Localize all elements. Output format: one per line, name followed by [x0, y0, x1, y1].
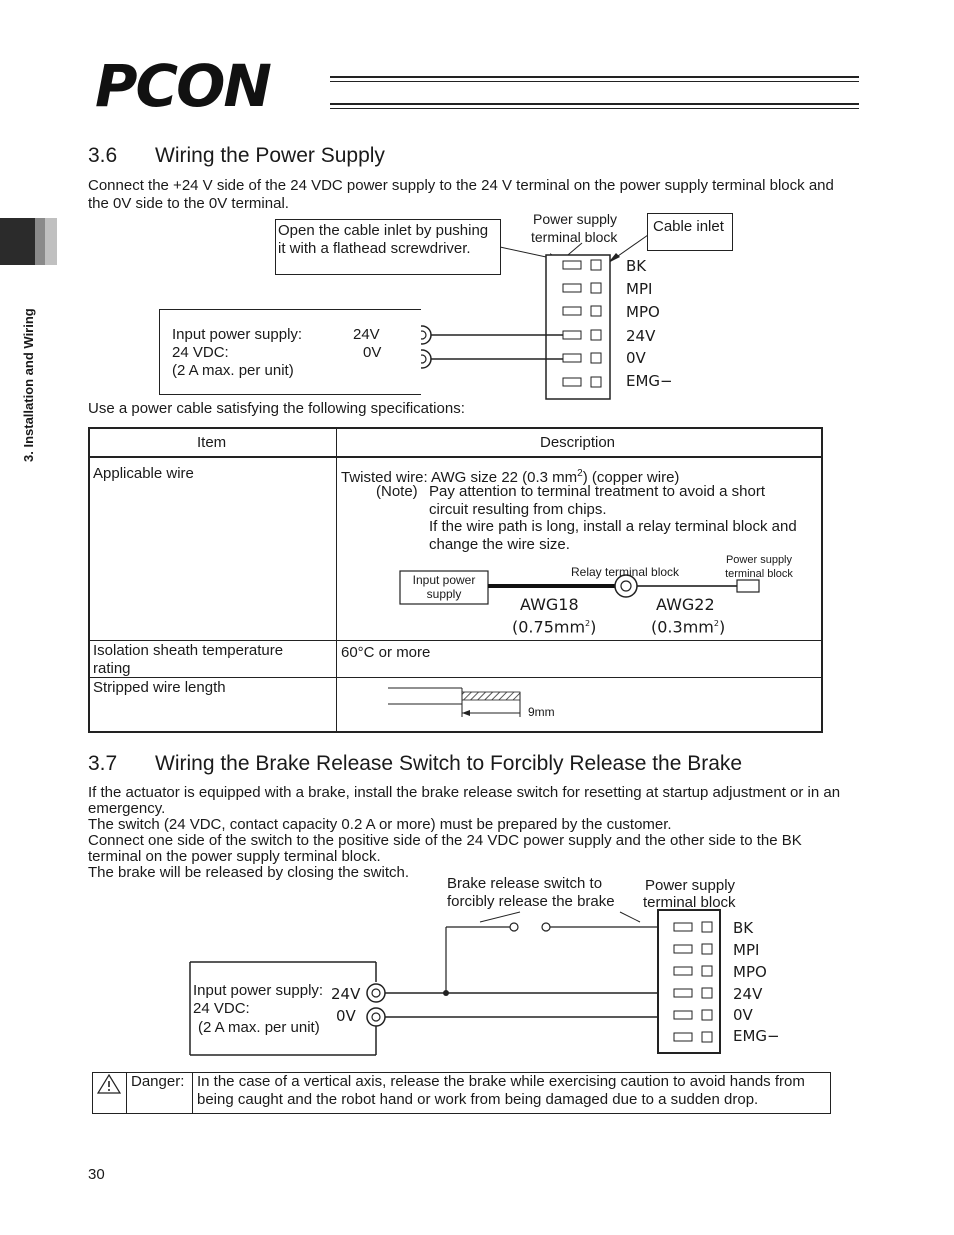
pcon-logo-graphic — [95, 60, 335, 112]
danger-divider-1 — [126, 1072, 127, 1114]
switch-leader — [480, 912, 520, 922]
note-line1: Pay attention to terminal treatment to avoid a short — [429, 483, 766, 500]
cable-inlet-label: Cable inlet — [653, 218, 724, 235]
psu-terminal-24v-b — [367, 984, 385, 1002]
note-label: (Note) — [376, 483, 418, 500]
s37-p4: Connect one side of the switch to the positive side of the 24 VDC power supply and the other side to the BK — [88, 832, 802, 849]
fig-relay-label: Relay terminal block — [571, 565, 680, 579]
awg22-size-text: (0.3mm — [651, 617, 714, 637]
terminal-label-mpi: MPI — [626, 280, 653, 298]
callout-line2: it with a flathead screwdriver. — [278, 240, 471, 257]
tb-leader-2 — [620, 912, 640, 922]
stripped-conductor — [462, 692, 520, 700]
psu-terminal-0v-b — [367, 1008, 385, 1026]
s36-intro-line2: the 0V side to the 0V terminal. — [88, 195, 289, 212]
s37-p3: The switch (24 VDC, contact capacity 0.2 A or more) must be prepared by the customer. — [88, 816, 672, 833]
terminal2-label-24v: 24V — [733, 985, 763, 1003]
switch-contact-right — [542, 923, 550, 931]
awg22-paren: ) — [718, 617, 726, 637]
row3-item: Stripped wire length — [93, 679, 226, 696]
danger-label: Danger: — [131, 1073, 185, 1090]
psu2-label-0v: 0V — [336, 1007, 356, 1025]
terminal2-label-bk: BK — [733, 919, 754, 937]
tb2-label-line2: terminal block — [643, 894, 736, 911]
psu2-label-24v: 24V — [331, 985, 361, 1003]
terminal-label-mpo: MPO — [626, 303, 660, 321]
fig-tb-label — [719, 553, 799, 581]
section-title-3-7: Wiring the Brake Release Switch to Forcibly Release the Brake — [155, 752, 743, 775]
s37-p6: The brake will be released by closing the switch. — [88, 864, 409, 881]
chapter-tab-shade — [35, 218, 45, 265]
spec-intro: Use a power cable satisfying the following specifications: — [88, 400, 465, 417]
page-number: 30 — [88, 1166, 105, 1183]
row2-item-line2: rating — [93, 660, 131, 677]
row2-description: 60°C or more — [341, 644, 431, 661]
chapter-tab-shade-light — [45, 218, 57, 265]
note-line3: If the wire path is long, install a relay terminal block and — [429, 518, 797, 535]
table-row-divider-2 — [90, 677, 821, 678]
callout-line1: Open the cable inlet by pushing — [278, 222, 489, 239]
cable-spec-table — [88, 427, 823, 733]
fig-awg18-size — [512, 615, 596, 636]
psu-line1: Input power supply: — [172, 326, 303, 343]
switch-contact-left — [510, 923, 518, 931]
row1-desc-text-b: ) (copper wire) — [582, 469, 680, 486]
tb2-label-line1: Power supply — [645, 877, 736, 894]
switch-label-line2: forcibly release the brake — [447, 893, 615, 910]
s37-p1: If the actuator is equipped with a brake, install the brake release switch for resetting at startup adjustment or in an — [88, 784, 841, 801]
awg18-size-text: (0.75mm — [512, 617, 586, 637]
awg22-sq: 2 — [713, 619, 719, 628]
table-header-description: Description — [540, 434, 616, 451]
fig-psu-label — [402, 573, 486, 601]
awg18-sq: 2 — [585, 619, 591, 628]
logo-text: PCON — [95, 60, 270, 112]
switch-label-line1: Brake release switch to — [447, 875, 603, 892]
psu-label-24v: 24V — [353, 326, 380, 343]
fig-awg18: AWG18 — [520, 595, 579, 614]
terminal2-label-mpi: MPI — [733, 941, 760, 959]
fig-awg22-size — [651, 615, 725, 636]
tb-label-line1: Power supply — [533, 211, 618, 227]
table-row-divider-1 — [90, 640, 821, 641]
note-line4: change the wire size. — [429, 536, 570, 553]
terminal-label-bk: BK — [626, 257, 647, 275]
tb-label-line2: terminal block — [531, 229, 618, 245]
psu-line2: 24 VDC: — [172, 344, 229, 361]
s37-p2: emergency. — [88, 800, 166, 817]
pcon-logo — [95, 60, 335, 116]
fig-tb-line2: terminal block — [725, 568, 793, 580]
row1-item: Applicable wire — [93, 465, 194, 482]
note-line2: circuit resulting from chips. — [429, 501, 607, 518]
stripped-length-dim: 9mm — [528, 705, 555, 719]
row2-item-line1: Isolation sheath temperature — [93, 642, 284, 659]
awg18-paren: ) — [590, 617, 597, 637]
table-header-item: Item — [197, 434, 227, 451]
table-column-divider — [336, 429, 337, 731]
section-number-3-6: 3.6 — [88, 144, 118, 167]
terminal2-label-emg: EMG− — [733, 1027, 780, 1045]
fig-psu-line2: supply — [426, 587, 462, 601]
psu2-line2: 24 VDC: — [193, 1000, 250, 1017]
danger-divider-2 — [192, 1072, 193, 1114]
psu2-line1: Input power supply: — [193, 982, 324, 999]
row1-desc-text-a: Twisted wire: AWG size 22 (0.3 mm — [341, 469, 578, 486]
s36-intro-line1: Connect the +24 V side of the 24 VDC power supply to the 24 V terminal on the power supply terminal block and — [88, 177, 834, 194]
header-rule — [330, 76, 859, 110]
fig-psu-line1: Input power — [412, 573, 476, 587]
fig-tb-line1: Power supply — [725, 554, 793, 566]
terminal2-label-mpo: MPO — [733, 963, 767, 981]
fig-tb-connector — [737, 580, 759, 592]
row1-desc-superscript: 2 — [577, 468, 583, 479]
terminal-label-emg: EMG− — [626, 372, 673, 390]
psu2-line3: (2 A max. per unit) — [198, 1019, 320, 1036]
terminal2-label-0v: 0V — [733, 1006, 753, 1024]
section-title-3-6: Wiring the Power Supply — [155, 144, 385, 167]
s37-p5: terminal on the power supply terminal block. — [88, 848, 381, 865]
terminal-label-24v: 24V — [626, 327, 656, 345]
danger-line2: being caught and the robot hand or work from being damaged due to a sudden drop. — [197, 1091, 759, 1108]
section-number-3-7: 3.7 — [88, 752, 118, 775]
psu-label-0v: 0V — [363, 344, 382, 361]
psu-line3: (2 A max. per unit) — [172, 362, 294, 379]
danger-line1: In the case of a vertical axis, release the brake while exercising caution to avoid hands from — [197, 1073, 805, 1090]
fig-awg22: AWG22 — [656, 595, 715, 614]
chapter-side-label: 3. Installation and Wiring — [21, 308, 36, 462]
terminal-label-0v: 0V — [626, 349, 646, 367]
warning-triangle-icon — [97, 1074, 121, 1094]
table-header-divider — [90, 456, 821, 458]
